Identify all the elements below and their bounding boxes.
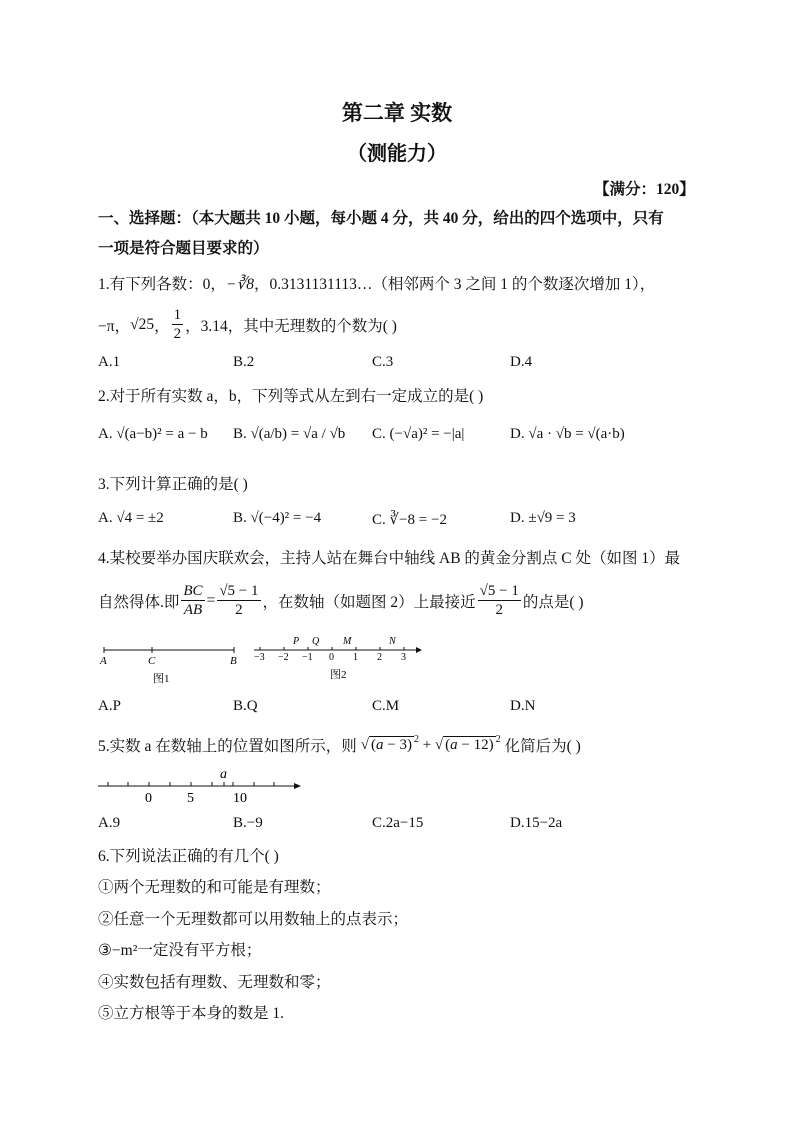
question-6-stem: 6.下列说法正确的有几个( ) <box>98 848 279 865</box>
fig2-tick-neg3: −3 <box>254 652 265 663</box>
section1-heading-line2: 一项是符合题目要求的） <box>98 240 269 257</box>
q4-option-d[interactable]: D.N <box>510 698 536 714</box>
fig2-point-p: P <box>293 636 300 647</box>
fig1-label-c: C <box>148 655 156 667</box>
page-subtitle: （测能力） <box>347 143 447 165</box>
question-4-line1: 4.某校要举办国庆联欢会，主持人站在舞台中轴线 AB 的黄金分割点 C 处（如图 1）最 <box>98 550 681 567</box>
q3-option-d[interactable]: D. ±√9 = 3 <box>510 510 576 526</box>
q3-option-c[interactable]: C. ∛−8 = −2 <box>372 512 447 528</box>
question-1-line2: −π， √25 ， $\frac{1}{2}$ ，3.14，其中无理数的个数为( ) <box>98 307 397 342</box>
question-5-stem: 5.实数 a 在数轴上的位置如图所示，则 √ (a − 3) $^2$ + √ (a − 12) $^2$ 化简后为( ) <box>98 734 581 755</box>
fig2-tick-0: 0 <box>329 652 334 663</box>
q5-option-c[interactable]: C.2a−15 <box>372 815 424 831</box>
figure-1-segment <box>98 638 248 688</box>
q1-option-b[interactable]: B.2 <box>233 354 255 370</box>
q1-option-a[interactable]: A.1 <box>98 354 121 370</box>
score-label: 【满分：120】 <box>594 181 695 198</box>
fig2-point-n: N <box>389 636 396 647</box>
fig2-tick-2: 2 <box>377 652 382 663</box>
q2-option-c[interactable]: C. (−√a)² = −|a| <box>372 426 465 442</box>
question-5-number-line <box>98 764 308 806</box>
fig2-point-q: Q <box>312 636 320 647</box>
question-2-stem: 2.对于所有实数 a，b，下列等式从左到右一定成立的是( ) <box>98 388 484 405</box>
fig2-tick-3: 3 <box>401 652 406 663</box>
q5-option-a[interactable]: A.9 <box>98 815 121 831</box>
q6-statement-3: ③−m²一定没有平方根； <box>98 942 262 959</box>
q6-statement-5: ⑤立方根等于本身的数是 1. <box>98 1005 285 1022</box>
q5-option-b[interactable]: B.−9 <box>233 815 263 831</box>
q3-option-b[interactable]: B. √(−4)² = −4 <box>233 510 322 526</box>
fig2-tick-1: 1 <box>353 652 358 663</box>
fig2-tick-neg2: −2 <box>278 652 289 663</box>
fig2-point-m: M <box>343 636 352 647</box>
fig1-label-b: B <box>230 655 237 667</box>
q2-option-b[interactable]: B. √(a/b) = √a / √b <box>233 426 346 442</box>
q5-option-d[interactable]: D.15−2a <box>510 815 563 831</box>
question-4-line2: 自然得体.即 $\frac{BC}{AB}$ = $\frac{√5 - 1}{2}$ ，在数轴（如题图 2）上最接近 $\frac{√5 - 1}{2}$ 的点是( ) <box>98 583 584 618</box>
fig1-caption: 图1 <box>153 673 170 685</box>
q5-tick-10: 10 <box>233 791 247 806</box>
q4-option-b[interactable]: B.Q <box>233 698 258 714</box>
question-3-stem: 3.下列计算正确的是( ) <box>98 476 248 493</box>
q4-option-a[interactable]: A.P <box>98 698 121 714</box>
q6-statement-1: ①两个无理数的和可能是有理数； <box>98 879 331 896</box>
section1-heading-line1: 一、选择题：（本大题共 10 小题，每小题 4 分，共 40 分，给出的四个选项中，只有 <box>98 210 664 227</box>
q5-tick-5: 5 <box>187 791 194 806</box>
q1-option-c[interactable]: C.3 <box>372 354 394 370</box>
q6-statement-2: ②任意一个无理数都可以用数轴上的点表示； <box>98 911 409 928</box>
q2-option-a[interactable]: A. √(a−b)² = a − b <box>98 426 208 442</box>
fig2-tick-neg1: −1 <box>302 652 313 663</box>
q5-tick-0: 0 <box>145 791 152 806</box>
q4-option-c[interactable]: C.M <box>372 698 400 714</box>
q2-option-d[interactable]: D. √a · √b = √(a·b) <box>510 426 625 442</box>
q1-option-d[interactable]: D.4 <box>510 354 533 370</box>
q6-statement-4: ④实数包括有理数、无理数和零； <box>98 974 331 991</box>
q5-point-a: a <box>220 767 227 782</box>
page-title: 第二章 实数 <box>341 101 453 125</box>
fig2-caption: 图2 <box>330 669 347 681</box>
q3-option-a[interactable]: A. √4 = ±2 <box>98 510 164 526</box>
question-1-line1: 1.有下列各数：0，−∛8，0.3131131113…（相邻两个 3 之间 1 的个数逐次增加 1）， <box>98 276 656 293</box>
fig1-label-a: A <box>100 655 107 667</box>
figure-2-number-line <box>250 632 425 688</box>
